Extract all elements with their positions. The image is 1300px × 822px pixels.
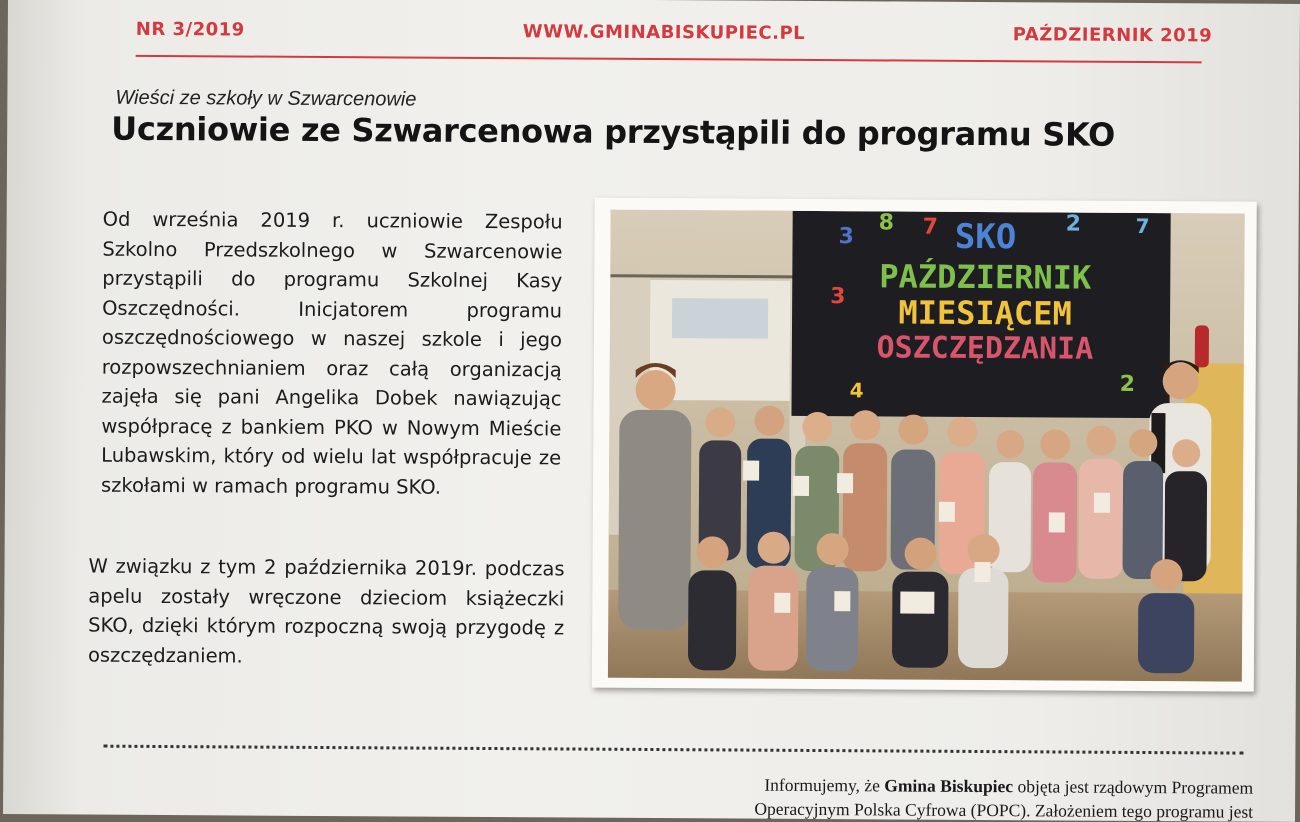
header-divider (136, 55, 1202, 64)
fire-extinguisher (1195, 325, 1209, 367)
banner-number: 2 (1065, 211, 1082, 237)
article-paragraph-2: W związku z tym 2 października 2019r. podczas apelu zostały wręczone dzieciom książeczki SKO, dzięki którym rozpoczną swoją przygodę z oszczędzaniem. (87, 554, 565, 668)
banner-number: 4 (849, 378, 864, 403)
notice-line-1: Informujemy, że Gmina Biskupiec objęta jest rządowym Programem (764, 774, 1254, 798)
banner-number: 3 (830, 284, 846, 310)
banner-october: PAŹDZIERNIK (879, 257, 1092, 297)
notice-municipality: Gmina Biskupiec (884, 775, 1014, 797)
photo-frame (592, 198, 1257, 692)
banner-saving: OSZCZĘDZANIA (876, 330, 1094, 367)
banner-number: 8 (878, 210, 895, 236)
issue-month: PAŹDZIERNIK 2019 (1012, 24, 1213, 47)
notice-line-2: Operacyjnym Polska Cyfrowa (POPC). Założeniem tego programu jest (754, 798, 1254, 822)
banner-number: 2 (1119, 371, 1136, 397)
issue-number: NR 3/2019 (135, 18, 245, 41)
website-link[interactable]: WWW.GMINABISKUPIEC.PL (522, 21, 806, 44)
banner-sko: SKO (954, 216, 1017, 258)
notice-paragraph (573, 772, 1253, 822)
article-paragraph-1: Od września 2019 r. uczniowie Zespołu Szkolno Przedszkolnego w Szwarcenowie przystąpili do programu Szkolnej Kasy Oszczędności. Inicjatorem programu oszczędnościowego w naszej szkole i jego rozpowszechnianiem oraz całą organizacją zajęła się pani Angelika Dobek nawiązując współpracę z bankiem PKO w Nowym Mieście Lubawskim, który od wielu lat współpracuje ze szkołami w ramach programu SKO. (100, 207, 563, 499)
class-photo-illustration (608, 210, 1245, 682)
banner-month-of: MIESIĄCEM (898, 293, 1072, 333)
class-photo (608, 210, 1245, 682)
section-divider (103, 745, 1243, 755)
banner-number: 7 (922, 214, 939, 240)
banner-number: 7 (1135, 213, 1150, 239)
newspaper-page (3, 0, 1300, 822)
banner-number: 3 (838, 224, 854, 250)
article-title: Uczniowie ze Szwarcenowa przystąpili do programu SKO (111, 109, 1116, 154)
article-kicker: Wieści ze szkoły w Szwarcenowie (115, 86, 417, 111)
